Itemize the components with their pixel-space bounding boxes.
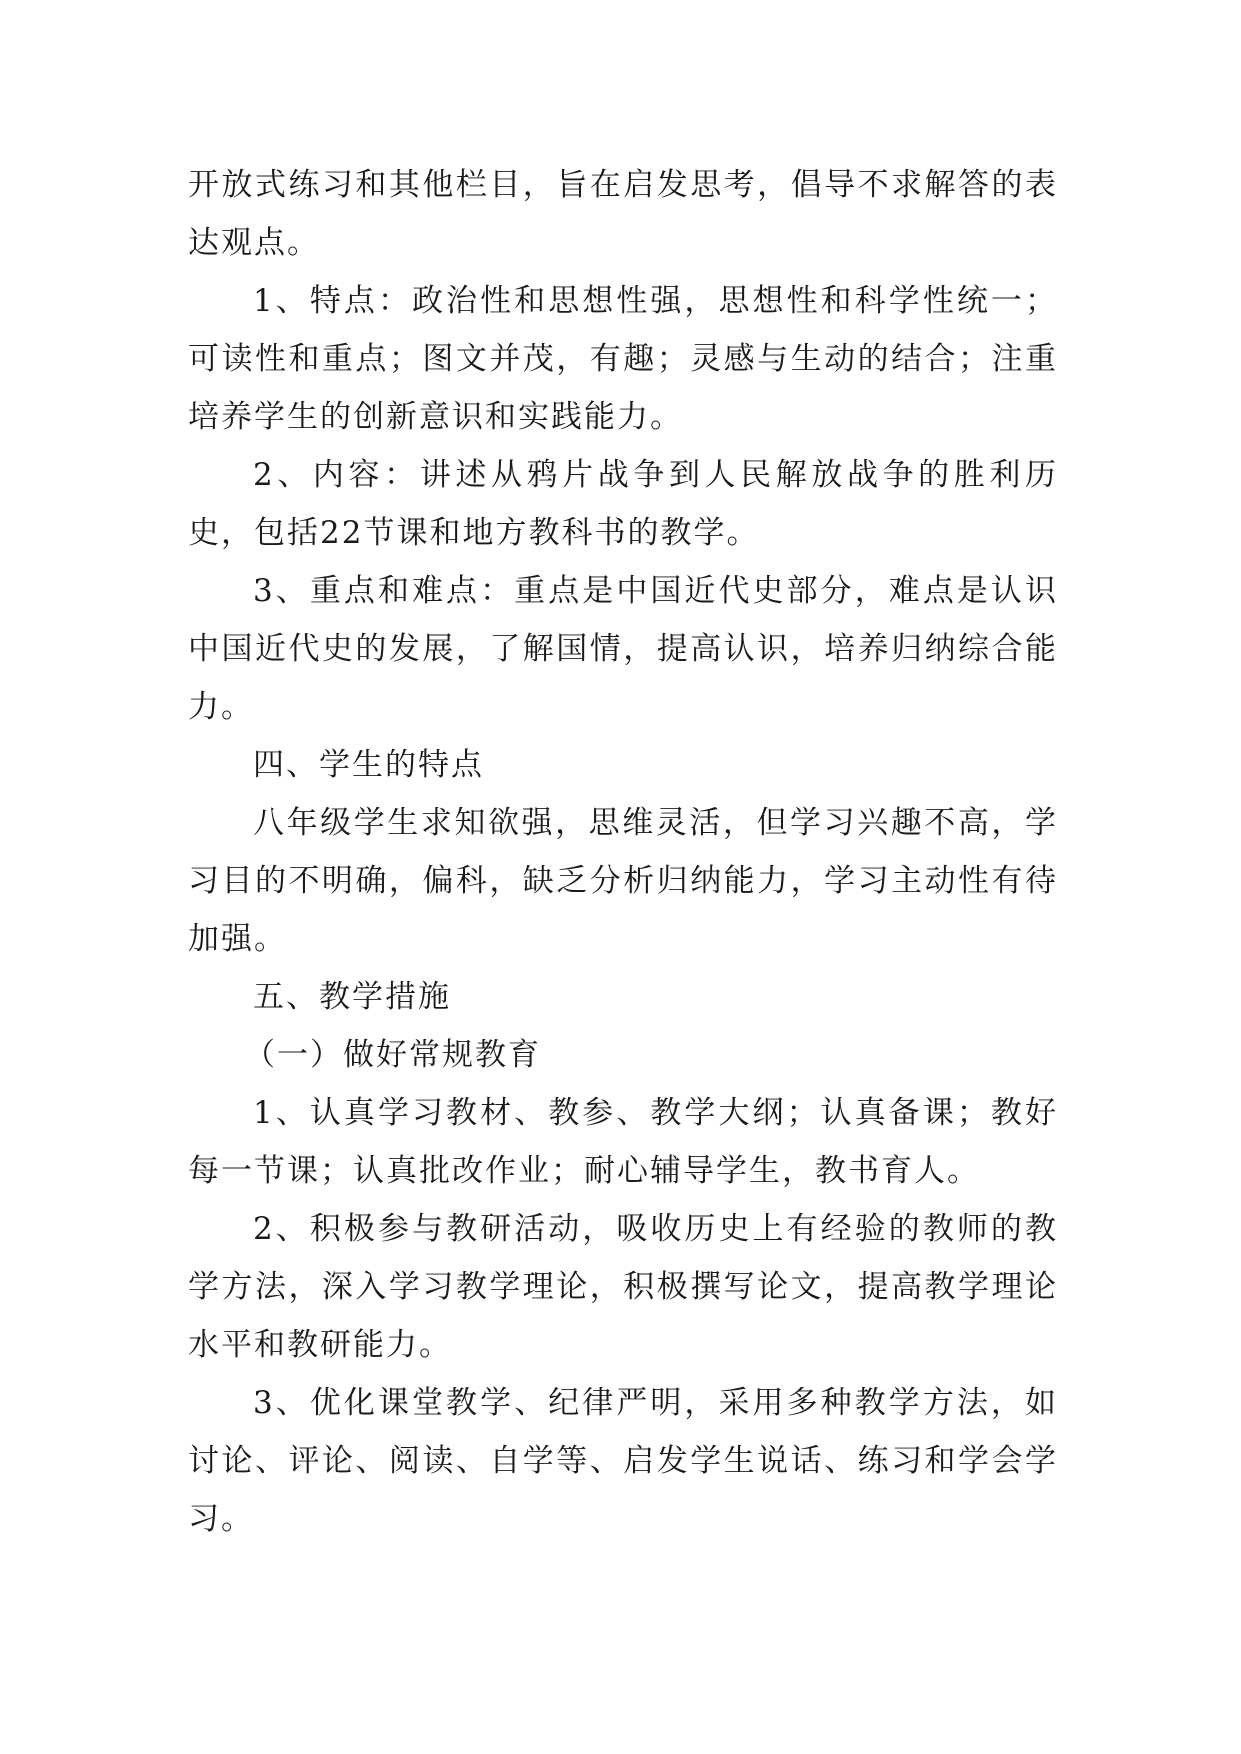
paragraph-content: 2、内容：讲述从鸦片战争到人民解放战争的胜利历史，包括22节课和地方教科书的教学。	[188, 457, 1058, 551]
document-body	[188, 156, 1058, 1548]
paragraph-key-points: 3、重点和难点：重点是中国近代史部分，难点是认识中国近代史的发展，了解国情，提高认识，培养归纳综合能力。	[188, 573, 1058, 725]
paragraph-measure-1: 1、认真学习教材、教参、教学大纲；认真备课；教好每一节课；认真批改作业；耐心辅导学生，教书育人。	[188, 1095, 1058, 1189]
paragraph-measure-2: 2、积极参与教研活动，吸收历史上有经验的教师的教学方法，深入学习教学理论，积极撰写论文，提高教学理论水平和教研能力。	[188, 1211, 1058, 1363]
paragraph-features: 1、特点：政治性和思想性强，思想性和科学性统一；可读性和重点；图文并茂，有趣；灵感与生动的结合；注重培养学生的创新意识和实践能力。	[188, 283, 1058, 435]
paragraph-measure-3: 3、优化课堂教学、纪律严明，采用多种教学方法，如讨论、评论、阅读、自学等、启发学生说话、练习和学会学习。	[188, 1385, 1058, 1537]
paragraph-continuation: 开放式练习和其他栏目，旨在启发思考，倡导不求解答的表达观点。	[188, 167, 1058, 261]
section-heading-students: 四、学生的特点	[253, 747, 484, 783]
subsection-heading-routine: （一）做好常规教育	[244, 1037, 541, 1073]
paragraph-students: 八年级学生求知欲强，思维灵活，但学习兴趣不高，学习目的不明确，偏科，缺乏分析归纳能力，学习主动性有待加强。	[188, 805, 1058, 957]
section-heading-measures: 五、教学措施	[253, 979, 451, 1015]
